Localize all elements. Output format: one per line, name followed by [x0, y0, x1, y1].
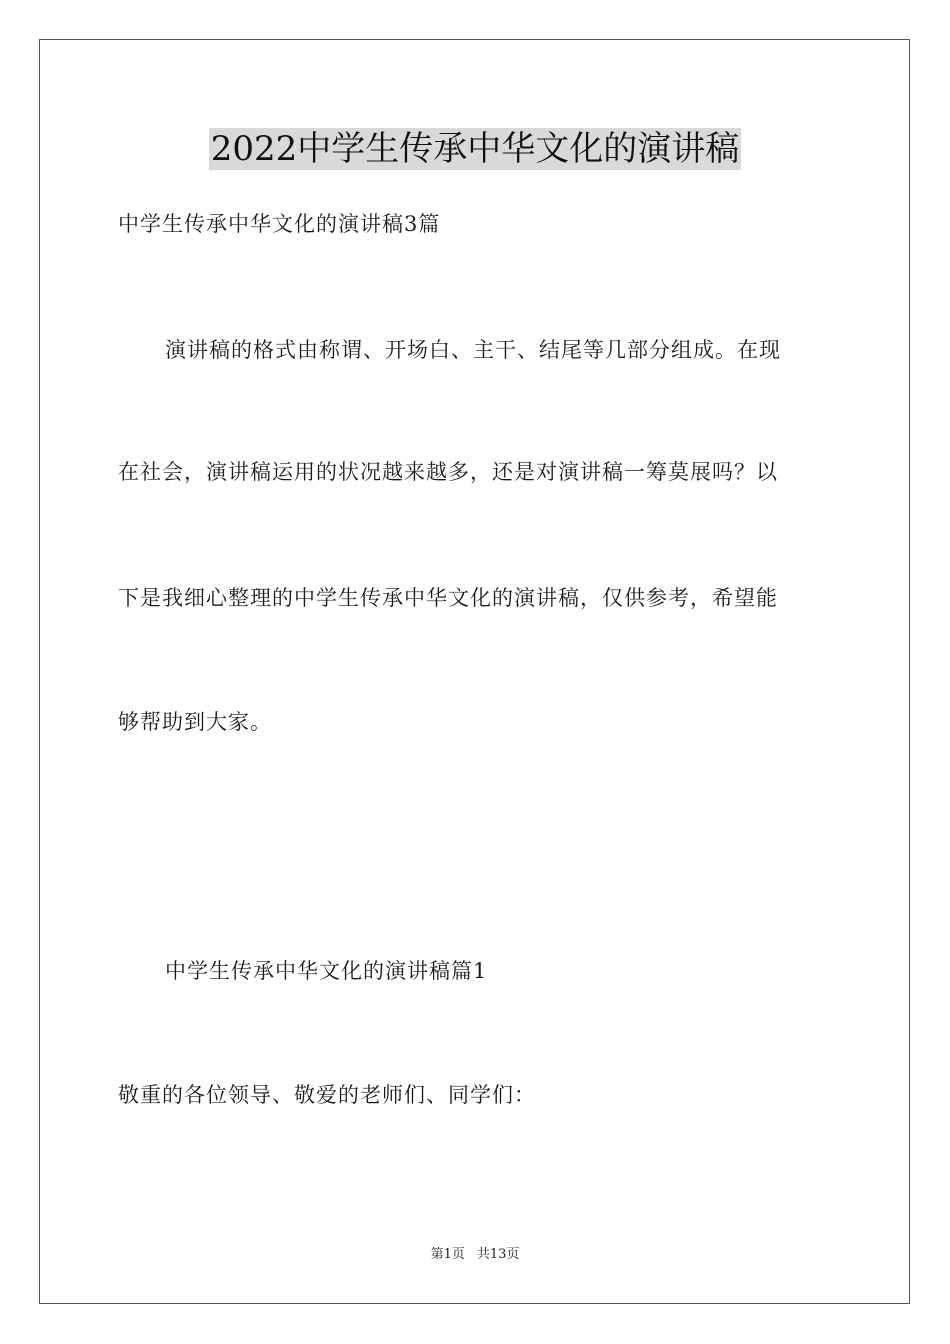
- intro-line-1: 演讲稿的格式由称谓、开场白、主干、结尾等几部分组成。在现: [165, 338, 781, 362]
- intro-line-2: 在社会，演讲稿运用的状况越来越多，还是对演讲稿一筹莫展吗？以: [118, 460, 778, 484]
- page-total: 共13页: [476, 1247, 520, 1262]
- title-container: [0, 128, 950, 170]
- intro-line-3: 下是我细心整理的中学生传承中华文化的演讲稿，仅供参考，希望能: [118, 586, 778, 610]
- page-footer: [0, 1246, 950, 1264]
- document-title: 2022中学生传承中华文化的演讲稿: [210, 129, 740, 169]
- page-number: 第1页: [430, 1247, 465, 1262]
- document-subtitle: 中学生传承中华文化的演讲稿3篇: [118, 212, 441, 236]
- section-heading: 中学生传承中华文化的演讲稿篇1: [165, 959, 488, 983]
- greeting-line: 敬重的各位领导、敬爱的老师们、同学们：: [118, 1083, 536, 1107]
- intro-line-4: 够帮助到大家。: [118, 710, 272, 734]
